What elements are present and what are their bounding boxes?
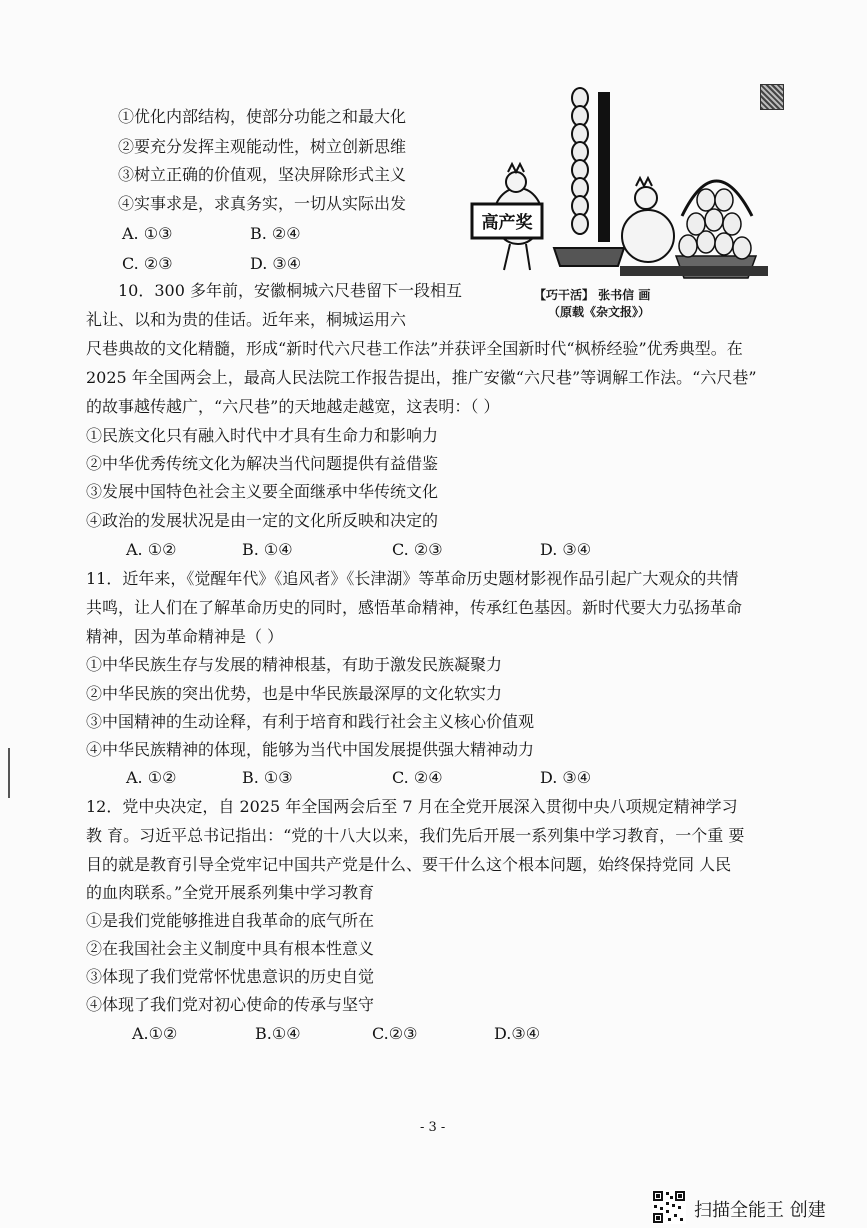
q11-option-1: ①中华民族生存与发展的精神根基，有助于激发民族凝聚力 — [86, 655, 503, 674]
q10-option-4: ④政治的发展状况是由一定的文化所反映和决定的 — [86, 511, 439, 530]
q11-choice-c: C. ②④ — [392, 768, 443, 787]
q10-option-3: ③发展中国特色社会主义要全面继承中华传统文化 — [86, 482, 439, 501]
q11-choice-b: B. ①③ — [242, 768, 293, 787]
q11-option-4: ④中华民族精神的体现，能够为当代中国发展提供强大精神动力 — [86, 740, 535, 759]
cartoon-caption-title: 【巧干活】 张书信 画 — [534, 288, 651, 302]
q10-option-2: ②中华优秀传统文化为解决当代问题提供有益借鉴 — [86, 454, 439, 473]
q12-choice-b: B.①④ — [255, 1024, 301, 1043]
q11-choice-d: D. ③④ — [540, 768, 592, 787]
q9-option-2: ②要充分发挥主观能动性，树立创新思维 — [118, 137, 407, 156]
footer-brand-text: 扫描全能王 创建 — [694, 1200, 826, 1221]
corner-stamp — [760, 84, 784, 110]
scan-artifact-line — [8, 748, 10, 798]
q9-option-4: ④实事求是，求真务实，一切从实际出发 — [118, 194, 407, 213]
qr-code-icon — [652, 1190, 686, 1224]
q12-line-2: 教 育。习近平总书记指出：“党的十八大以来，我们先后开展一系列集中学习教育，一个重 要 — [86, 826, 745, 845]
q9-choice-a: A. ①③ — [122, 224, 173, 243]
cartoon-caption-source: （原载《杂文报》） — [548, 305, 651, 319]
q10-line-4: 2025 年全国两会上，最高人民法院工作报告提出，推广安徽“六尺巷”等调解工作法。“六尺巷” — [86, 368, 757, 387]
q12-option-1: ①是我们党能够推进自我革命的底气所在 — [86, 911, 375, 930]
q11-line-1: 11．近年来，《觉醒年代》《追风者》《长津湖》等革命历史题材影视作品引起广大观众的共情 — [86, 569, 739, 588]
q10-choice-c: C. ②③ — [392, 540, 443, 559]
q10-choice-a: A. ①② — [126, 540, 177, 559]
q10-line-2: 礼让、以和为贵的佳话。近年来，桐城运用六 — [86, 310, 407, 329]
q10-choice-d: D. ③④ — [540, 540, 592, 559]
q12-option-2: ②在我国社会主义制度中具有根本性意义 — [86, 939, 375, 958]
q12-choice-d: D.③④ — [494, 1024, 541, 1043]
q9-choice-c: C. ②③ — [122, 254, 173, 273]
q9-choice-b: B. ②④ — [250, 224, 301, 243]
q12-option-4: ④体现了我们党对初心使命的传承与坚守 — [86, 995, 375, 1014]
q9-option-3: ③树立正确的价值观，坚决屏除形式主义 — [118, 165, 407, 184]
q12-line-4: 的血肉联系。”全党开展系列集中学习教育 — [86, 883, 375, 902]
q12-choice-c: C.②③ — [372, 1024, 418, 1043]
cartoon-sign-text: 高产奖 — [481, 213, 533, 233]
page-number: - 3 - — [420, 1120, 446, 1135]
q10-line-3: 尺巷典故的文化精髓，形成“新时代六尺巷工作法”并获评全国新时代“枫桥经验”优秀典型。在 — [86, 339, 743, 358]
q9-choice-d: D. ③④ — [250, 254, 302, 273]
q11-option-2: ②中华民族的突出优势，也是中华民族最深厚的文化软实力 — [86, 684, 503, 703]
q10-line-1: 10．300 多年前，安徽桐城六尺巷留下一段相互 — [118, 281, 462, 300]
q11-line-3: 精神，因为革命精神是（ ） — [86, 627, 284, 646]
q12-option-3: ③体现了我们党常怀忧患意识的历史自觉 — [86, 967, 375, 986]
q9-option-1: ①优化内部结构，使部分功能之和最大化 — [118, 107, 407, 126]
q12-line-1: 12．党中央决定，自 2025 年全国两会后至 7 月在全党开展深入贯彻中央八项规定精神学习 — [86, 797, 738, 816]
q11-choice-a: A. ①② — [126, 768, 177, 787]
q12-line-3: 目的就是教育引导全党牢记中国共产党是什么、要干什么这个根本问题，始终保持党同 人民 — [86, 855, 732, 874]
q10-choice-b: B. ①④ — [242, 540, 293, 559]
q10-line-5: 的故事越传越广，“六尺巷”的天地越走越宽，这表明：（ ） — [86, 397, 500, 416]
cartoon-illustration — [468, 86, 768, 282]
q11-option-3: ③中国精神的生动诠释，有利于培育和践行社会主义核心价值观 — [86, 712, 535, 731]
q10-option-1: ①民族文化只有融入时代中才具有生命力和影响力 — [86, 426, 439, 445]
q11-line-2: 共鸣，让人们在了解革命历史的同时，感悟革命精神，传承红色基因。新时代要大力弘扬革命 — [86, 598, 743, 617]
q12-choice-a: A.①② — [132, 1024, 178, 1043]
